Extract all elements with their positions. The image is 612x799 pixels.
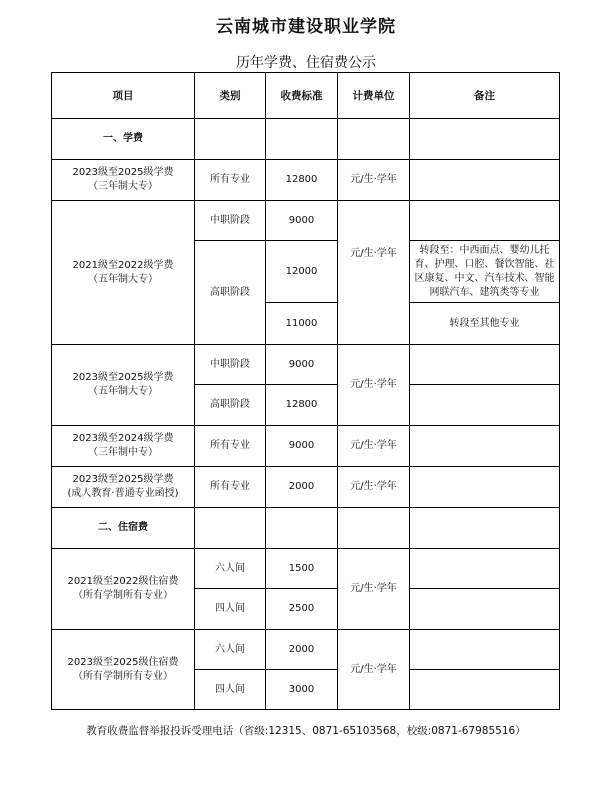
- fee-cell: 12000: [266, 241, 338, 303]
- fee-table: [51, 72, 560, 710]
- fee-cell: 2500: [266, 589, 338, 630]
- category-cell: 中职阶段: [195, 345, 266, 385]
- item-cell: 2023级至2025级学费 （五年制大专）: [52, 345, 195, 426]
- unit-cell: 元/生·学年: [338, 426, 410, 467]
- category-cell: 高职阶段: [195, 241, 266, 345]
- category-cell: 高职阶段: [195, 385, 266, 426]
- fee-cell: 11000: [266, 303, 338, 345]
- item-cell: 2023级至2025级住宿费 （所有学制所有专业）: [52, 630, 195, 710]
- table-row: [52, 426, 560, 467]
- category-cell: 所有专业: [195, 467, 266, 508]
- table-row: [52, 549, 560, 589]
- category-cell: 六人间: [195, 549, 266, 589]
- fee-cell: 12800: [266, 160, 338, 201]
- header-row: [52, 73, 560, 119]
- fee-cell: 9000: [266, 345, 338, 385]
- item-cell: 2023级至2024级学费 （三年制中专）: [52, 426, 195, 467]
- category-cell: 所有专业: [195, 160, 266, 201]
- header-standard: 收费标准: [266, 73, 338, 119]
- remark-cell: 转段至其他专业: [410, 303, 560, 345]
- unit-cell: 元/生·学年: [338, 630, 410, 710]
- item-cell: 2021级至2022级住宿费 （所有学制所有专业）: [52, 549, 195, 630]
- header-category: 类别: [195, 73, 266, 119]
- category-cell: 四人间: [195, 589, 266, 630]
- item-cell: 2021级至2022级学费 （五年制大专）: [52, 201, 195, 345]
- fee-cell: 2000: [266, 467, 338, 508]
- page-title: 云南城市建设职业学院: [216, 17, 396, 37]
- category-cell: 所有专业: [195, 426, 266, 467]
- fee-cell: 12800: [266, 385, 338, 426]
- category-cell: 六人间: [195, 630, 266, 670]
- fee-cell: 1500: [266, 549, 338, 589]
- unit-cell: 元/生·学年: [338, 201, 410, 345]
- unit-cell: 元/生·学年: [338, 345, 410, 426]
- complaint-hotline: 教育收费监督举报投诉受理电话（省级:12315、0871-65103568，校级:0871-67985516）: [86, 725, 526, 737]
- remark-cell: 转段至：中西面点、婴幼儿托育、护理、口腔、餐饮智能、社区康复、中文、汽车技术、智能网联汽车、建筑类等专业: [410, 241, 560, 303]
- header-unit: 计费单位: [338, 73, 410, 119]
- section-tuition: 一、学费: [52, 119, 195, 160]
- table-row: [52, 630, 560, 670]
- item-cell: 2023级至2025级学费 (成人教育·普通专业函授): [52, 467, 195, 508]
- table-row: [52, 467, 560, 508]
- fee-cell: 2000: [266, 630, 338, 670]
- unit-cell: 元/生·学年: [338, 160, 410, 201]
- header-item: 项目: [52, 73, 195, 119]
- category-cell: 中职阶段: [195, 201, 266, 241]
- section-dorm: 二、住宿费: [52, 508, 195, 549]
- item-cell: 2023级至2025级学费 （三年制大专）: [52, 160, 195, 201]
- category-cell: 四人间: [195, 670, 266, 710]
- header-remark: 备注: [410, 73, 560, 119]
- page-subtitle: 历年学费、住宿费公示: [236, 55, 376, 71]
- unit-cell: 元/生·学年: [338, 467, 410, 508]
- fee-cell: 9000: [266, 426, 338, 467]
- fee-cell: 9000: [266, 201, 338, 241]
- section-row-tuition: [52, 119, 560, 160]
- unit-cell: 元/生·学年: [338, 549, 410, 630]
- table-row: [52, 201, 560, 241]
- fee-cell: 3000: [266, 670, 338, 710]
- table-row: [52, 160, 560, 201]
- section-row-dorm: [52, 508, 560, 549]
- table-row: [52, 345, 560, 385]
